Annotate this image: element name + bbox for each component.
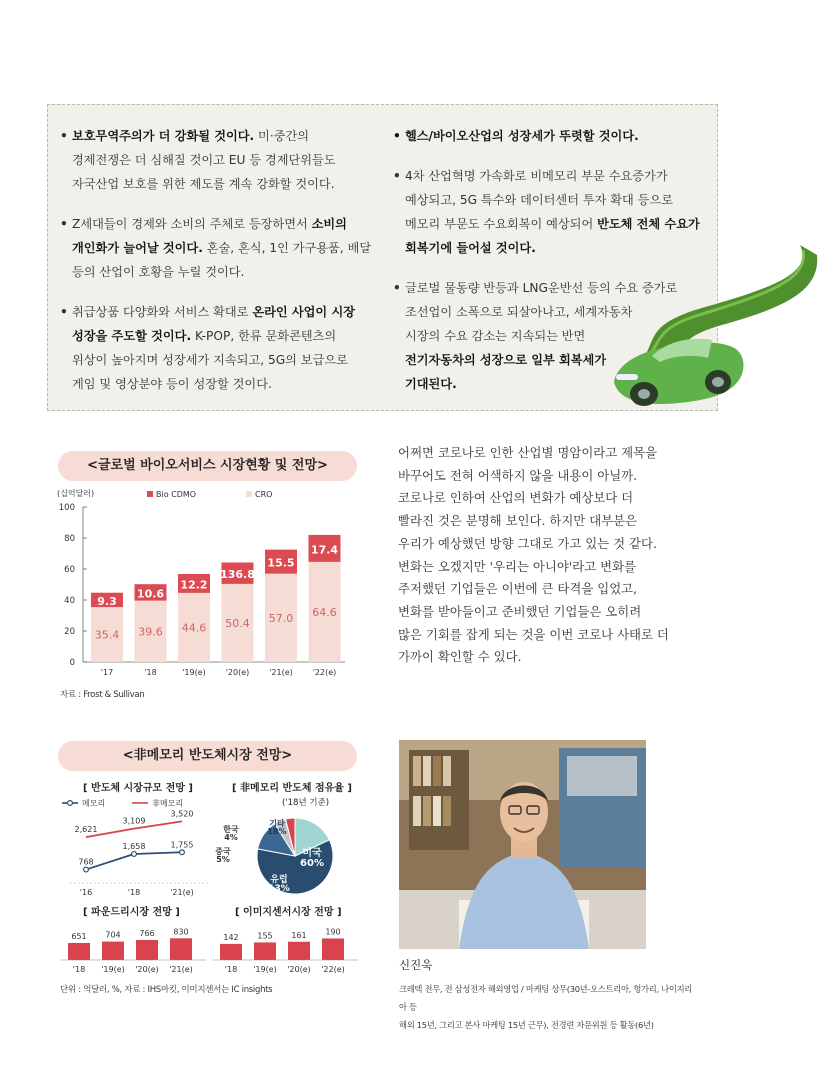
legend-label-bio-cdmo: Bio CDMO <box>156 490 197 499</box>
pie-slice-name: 미국 <box>302 848 322 859</box>
y-tick-label: 80 <box>64 534 75 544</box>
bar-label-bio-cdmo: 17.4 <box>310 543 339 557</box>
x-tick-label: '22(e) <box>321 965 345 974</box>
bar <box>170 938 192 960</box>
bar-label-bio-cdmo: 136.8 <box>220 568 255 582</box>
bar <box>102 942 124 960</box>
legend-label-nonmemory: 非메모리 <box>152 799 184 808</box>
x-tick-label: '18 <box>224 965 238 974</box>
pie-slice-name: 유럽 <box>270 875 288 885</box>
bar-label-cro: 50.4 <box>225 616 250 630</box>
pie-slice-value: 4% <box>224 833 238 842</box>
y-axis-label: (십억달러) <box>57 489 95 498</box>
outlook-item-semiconductor: • 4차 산업혁명 가속화로 비메모리 부문 수요증가가 예상되고, 5G 특수와 데이터센터 투자 확대 등으로 메모리 부문도 수요회복이 예상되어 반도체 전체 수요가 회복기에 들어설 것이다. <box>393 164 713 260</box>
essay-line: 코로나로 인하여 산업의 변화가 예상보다 더 <box>398 490 634 506</box>
outlook-right-column <box>393 124 713 412</box>
x-tick-label: '22(e) <box>312 668 337 677</box>
bar-label-bio-cdmo: 15.5 <box>267 556 295 570</box>
essay-line: 가까이 확인할 수 있다. <box>398 649 522 665</box>
x-tick-label: '17 <box>100 668 114 677</box>
legend-label-cro: CRO <box>255 490 273 499</box>
outlook-item-protectionism: • 보호무역주의가 더 강화될 것이다. 미·중간의 경제전쟁은 더 심해질 것이고 EU 등 경제단위들도 자국산업 보호를 위한 제도를 계속 강화할 것이다. <box>60 124 380 196</box>
x-tick-label: '19(e) <box>253 965 277 974</box>
legend-swatch-bio-cdmo <box>147 491 153 497</box>
pie-slice-value: 18% <box>267 827 287 836</box>
bar <box>254 942 276 960</box>
label-memory: 1,755 <box>170 840 194 850</box>
legend-swatch-cro <box>246 491 252 497</box>
y-tick-label: 40 <box>64 596 75 606</box>
bio-service-bar-chart <box>55 484 355 684</box>
outlook-item-shipbuilding: • 글로벌 물동량 반등과 LNG운반선 등의 수요 증가로 조선업이 소폭으로 되살아나고, 세계자동차 시장의 수요 감소는 지속되는 반면 전기자동차의 성장으로 일부 회복세가 기대된다. <box>393 276 713 396</box>
bar-label-cro: 44.6 <box>181 621 207 635</box>
pie-slice-name: 중국 <box>215 847 231 856</box>
foundry-bar-chart <box>60 918 210 983</box>
y-tick-label: 100 <box>58 503 75 513</box>
person-photo <box>399 740 646 949</box>
label-nonmemory: 2,621 <box>74 825 98 835</box>
outlook-left-column <box>60 124 380 412</box>
point-memory <box>84 867 89 872</box>
essay-line: 빨라진 것은 분명해 보인다. 하지만 대부분은 <box>398 513 638 529</box>
person-name: 신진욱 <box>399 958 433 972</box>
outlook-item-gen-z: • Z세대들이 경제와 소비의 주체로 등장하면서 소비의 개인화가 늘어날 것이다. 혼술, 혼식, 1인 가구용품, 배달 등의 산업이 호황을 누릴 것이다. <box>60 212 380 284</box>
pie-slice-value: 13% <box>268 884 290 894</box>
image-sensor-bar-chart <box>212 918 362 983</box>
essay-line: 어쩌면 코로나로 인한 산업별 명암이라고 제목을 <box>398 445 658 460</box>
label-memory: 1,658 <box>122 841 146 851</box>
essay-line: 변화를 받아들이고 준비했던 기업들은 오히려 <box>398 603 642 619</box>
outlook-item-health: • 헬스/바이오산업의 성장세가 뚜렷할 것이다. <box>393 124 713 148</box>
office-photo-illustration <box>399 740 646 949</box>
x-tick-label: '20(e) <box>287 965 311 974</box>
pie-slice-value: 5% <box>216 855 230 864</box>
bar-label-cro: 35.4 <box>94 628 120 642</box>
person-description-line: 해외 15년, 그리고 본사 마케팅 15년 근무), 전경련 자문위원 등 활동(6년) <box>399 1020 654 1030</box>
label-nonmemory: 3,520 <box>170 809 194 819</box>
x-tick-label: '19(e) <box>101 965 125 974</box>
bar-label-cro: 39.6 <box>138 625 163 639</box>
pie-slice-name: 한국 <box>223 825 239 834</box>
pie-slice-name: 기타 <box>269 819 285 828</box>
semi-share-subtitle: ('18년 기준) <box>282 798 330 808</box>
x-tick-label: '21(e) <box>269 668 293 677</box>
bar-value-label: 651 <box>71 931 87 941</box>
x-tick-label: '18 <box>72 965 86 974</box>
outlook-item-online: • 취급상품 다양화와 서비스 확대로 온라인 사업이 시장 성장을 주도할 것이다. K-POP, 한류 문화콘텐츠의 위상이 높아지며 성장세가 지속되고, 5G의 보급으로 게임 및 영상분야 등이 성장할 것이다. <box>60 300 380 396</box>
bar-label-bio-cdmo: 9.3 <box>97 594 117 608</box>
y-tick-label: 0 <box>69 658 75 668</box>
bar-value-label: 830 <box>173 927 189 937</box>
bar-value-label: 161 <box>291 930 307 940</box>
bar-value-label: 142 <box>223 932 239 942</box>
x-tick-label: '16 <box>79 888 93 897</box>
point-memory <box>180 850 185 855</box>
semi-share-title: [ 非메모리 반도체 점유율 ] <box>232 783 353 794</box>
bar-label-cro: 64.6 <box>312 605 337 619</box>
y-tick-label: 20 <box>64 627 75 637</box>
bar-label-bio-cdmo: 12.2 <box>180 578 208 592</box>
semi-source: 단위 : 억달러, %, 자료 : IHS마킷, 이미지센서는 IC insights <box>60 985 273 995</box>
essay-text <box>398 442 698 669</box>
x-tick-label: '20(e) <box>135 965 159 974</box>
essay-line: 주저했던 기업들은 이번에 큰 타격을 입었고, <box>398 581 638 597</box>
essay-line: 바꾸어도 전혀 어색하지 않을 내용이 아닐까. <box>398 467 638 483</box>
essay-line: 많은 기회를 잡게 되는 것을 이번 코로나 사태로 더 <box>398 626 669 642</box>
x-tick-label: '20(e) <box>225 668 250 677</box>
bar-value-label: 155 <box>257 931 273 941</box>
x-tick-label: '18 <box>144 668 157 677</box>
bar <box>322 938 344 960</box>
semi-size-title: [ 반도체 시장규모 전망 ] <box>83 783 194 794</box>
bar <box>220 944 242 960</box>
essay-line: 변화는 오겠지만 '우리는 아니야'라고 변화를 <box>398 558 637 574</box>
bar-value-label: 704 <box>105 930 121 940</box>
label-memory: 768 <box>78 857 94 867</box>
legend-marker-memory <box>68 801 73 806</box>
bio-chart-source: 자료 : Frost & Sullivan <box>60 690 145 700</box>
bar <box>68 943 90 960</box>
image-sensor-title: [ 이미지센서시장 전망 ] <box>235 907 342 918</box>
semi-share-pie-chart <box>215 806 355 906</box>
foundry-title: [ 파운드리시장 전망 ] <box>83 907 180 918</box>
essay-line: 우리가 예상했던 방향 그대로 가고 있는 것 같다. <box>398 535 657 551</box>
legend-label-memory: 메모리 <box>82 799 106 808</box>
bar-value-label: 766 <box>139 928 155 938</box>
bar <box>288 942 310 960</box>
x-tick-label: '19(e) <box>182 668 206 677</box>
x-tick-label: '21(e) <box>169 965 193 974</box>
x-tick-label: '21(e) <box>170 888 194 897</box>
semi-size-line-chart <box>60 795 220 905</box>
bar <box>136 940 158 960</box>
bar-label-bio-cdmo: 10.6 <box>136 587 165 601</box>
person-description-line: 크레텍 전무, 전 삼성전자 해외영업 / 마케팅 상무(30년-오스트리아, 헝가리, 나이지리아 등 <box>399 984 693 1012</box>
pie-slice-value: 60% <box>300 858 324 869</box>
bio-chart-title: <글로벌 바이오서비스 시장현황 및 전망> <box>58 451 357 481</box>
label-nonmemory: 3,109 <box>122 816 146 826</box>
point-memory <box>132 852 137 857</box>
bar-value-label: 190 <box>325 927 341 937</box>
x-tick-label: '18 <box>127 888 141 897</box>
person-description <box>399 980 699 1034</box>
semi-chart-title: <非메모리 반도체시장 전망> <box>58 741 357 771</box>
y-tick-label: 60 <box>64 565 75 575</box>
bar-label-cro: 57.0 <box>268 611 294 625</box>
